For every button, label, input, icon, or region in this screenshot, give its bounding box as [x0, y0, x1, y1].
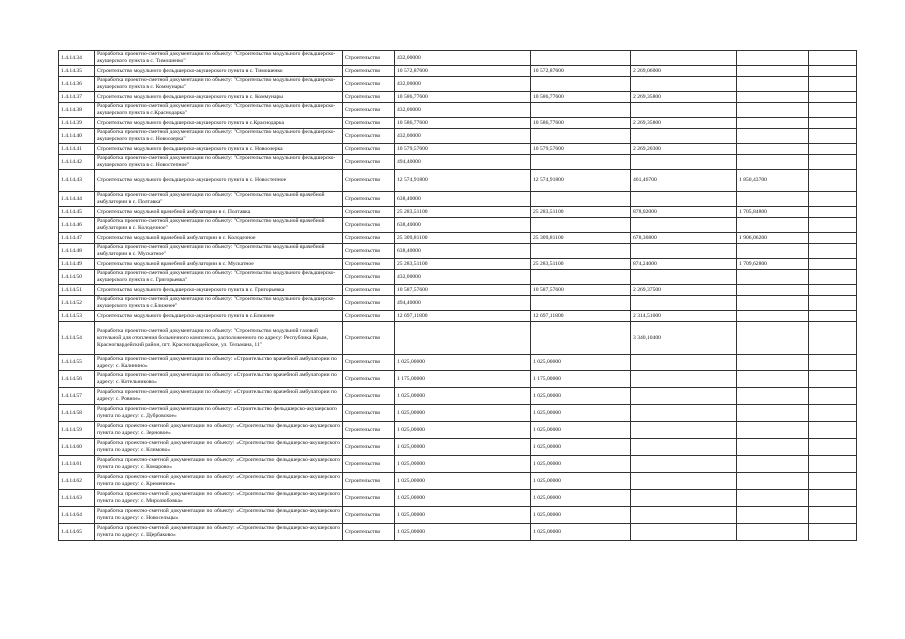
- row-code: 1.4.14.54: [59, 322, 95, 355]
- table-row: [59, 524, 857, 541]
- row-category: Строительство: [343, 66, 395, 77]
- row-amount-1: [395, 322, 531, 355]
- table-row: [59, 103, 857, 118]
- row-amount-2: [531, 270, 631, 285]
- row-empty-cell: [809, 507, 857, 524]
- row-amount-3: 678,36800: [631, 233, 737, 244]
- row-description: Разработка проектно-сметной документации по объекту: "Строительство модульного фельдшерско-акушерского пункта в с. Новоозерка": [95, 129, 343, 144]
- row-amount-2: [531, 218, 631, 233]
- row-amount-2: 10 587,57600: [531, 285, 631, 296]
- row-amount-1: 1 025,00000: [395, 388, 531, 405]
- table-row: [59, 129, 857, 144]
- row-category: Строительство: [343, 388, 395, 405]
- row-amount-1: 1 025,00000: [395, 422, 531, 439]
- row-category: Строительство: [343, 473, 395, 490]
- row-empty-cell: [809, 207, 857, 218]
- row-code: 1.4.14.51: [59, 285, 95, 296]
- row-code: 1.4.14.39: [59, 118, 95, 129]
- row-empty-cell: [809, 244, 857, 259]
- row-description: Строительство модульного фельдшерско-акушерского пункта в с. Коммунары: [95, 92, 343, 103]
- row-amount-3: [631, 270, 737, 285]
- row-description: Строительство модульного фельдшерско-акушерского пункта в с.Ближнее: [95, 311, 343, 322]
- row-amount-2: [531, 296, 631, 311]
- row-amount-2: 1 025,00000: [531, 507, 631, 524]
- row-description: Разработка проектно-сметной документации по объекту: "Строительство модульного фельдшерско-акушерского пункта в с. Коммунары": [95, 77, 343, 92]
- row-amount-4: [737, 371, 809, 388]
- row-category: Строительство: [343, 129, 395, 144]
- row-code: 1.4.14.55: [59, 355, 95, 371]
- row-description: Разработка проектно-сметной документации по объекту: «Строительство фельдшерско-акушерского пункта по адресу: с. Щербаково»: [95, 524, 343, 541]
- table-row: [59, 405, 857, 422]
- row-amount-1: 12 697,11800: [395, 311, 531, 322]
- table-row: [59, 296, 857, 311]
- row-code: 1.4.14.63: [59, 490, 95, 507]
- row-code: 1.4.14.53: [59, 311, 95, 322]
- row-amount-4: 1 705,84800: [737, 207, 809, 218]
- row-amount-2: 1 025,00000: [531, 473, 631, 490]
- row-amount-1: 638,40000: [395, 218, 531, 233]
- row-amount-3: 2 269,06000: [631, 66, 737, 77]
- row-amount-2: [531, 129, 631, 144]
- row-amount-4: [737, 144, 809, 155]
- row-amount-2: 1 025,00000: [531, 388, 631, 405]
- row-amount-4: [737, 192, 809, 207]
- row-amount-3: [631, 388, 737, 405]
- table-row: [59, 311, 857, 322]
- table-row: [59, 422, 857, 439]
- row-code: 1.4.14.56: [59, 371, 95, 388]
- row-amount-4: [737, 118, 809, 129]
- row-amount-4: 1 906,06200: [737, 233, 809, 244]
- row-amount-2: [531, 51, 631, 66]
- row-category: Строительство: [343, 422, 395, 439]
- row-amount-1: 10 587,57600: [395, 285, 531, 296]
- row-amount-4: [737, 103, 809, 118]
- row-amount-1: 432,00000: [395, 51, 531, 66]
- row-description: Разработка проектно-сметной документации по объекту: «Строительство фельдшерско-акушерского пункта по адресу: с. Новосельцы»: [95, 507, 343, 524]
- row-description: Разработка проектно-сметной документации по объекту: «Строительство фельдшерско-акушерского пункта по адресу: с. Зерновое»: [95, 422, 343, 439]
- row-description: Разработка проектно-сметной документации по объекту: "Строительство модульного фельдшерско-акушерского пункта в с. Новостепное": [95, 155, 343, 170]
- row-empty-cell: [809, 170, 857, 192]
- row-category: Строительство: [343, 192, 395, 207]
- row-category: Строительство: [343, 155, 395, 170]
- row-amount-2: 1 025,00000: [531, 524, 631, 541]
- row-empty-cell: [809, 129, 857, 144]
- table-row: [59, 270, 857, 285]
- row-amount-4: [737, 218, 809, 233]
- row-amount-1: 1 025,00000: [395, 355, 531, 371]
- row-code: 1.4.14.65: [59, 524, 95, 541]
- row-amount-4: [737, 405, 809, 422]
- row-amount-3: [631, 218, 737, 233]
- row-amount-2: 1 025,00000: [531, 422, 631, 439]
- row-amount-3: 2 269,37500: [631, 285, 737, 296]
- row-amount-1: 432,00000: [395, 103, 531, 118]
- row-category: Строительство: [343, 77, 395, 92]
- row-code: 1.4.14.52: [59, 296, 95, 311]
- row-amount-1: 638,40000: [395, 244, 531, 259]
- row-amount-3: [631, 405, 737, 422]
- row-category: Строительство: [343, 259, 395, 270]
- row-empty-cell: [809, 77, 857, 92]
- row-amount-3: 2 269,35800: [631, 92, 737, 103]
- row-category: Строительство: [343, 490, 395, 507]
- row-amount-1: 494,40000: [395, 155, 531, 170]
- row-amount-4: [737, 129, 809, 144]
- row-category: Строительство: [343, 311, 395, 322]
- table-row: [59, 233, 857, 244]
- row-description: Разработка проектно-сметной документации по объекту: «Строительство врачебной амбулатории по адресу: с. Калинино»: [95, 355, 343, 371]
- row-amount-2: [531, 155, 631, 170]
- row-amount-1: 25 283,51100: [395, 259, 531, 270]
- table-row: [59, 388, 857, 405]
- table-row: [59, 507, 857, 524]
- row-description: Строительство модульной врачебной амбулатории в с. Полтавка: [95, 207, 343, 218]
- row-amount-3: 874,24000: [631, 259, 737, 270]
- row-description: Строительство модульной врачебной амбулатории в с. Колодезное: [95, 233, 343, 244]
- row-amount-1: 10 586,77600: [395, 92, 531, 103]
- row-empty-cell: [809, 311, 857, 322]
- row-category: Строительство: [343, 270, 395, 285]
- row-amount-4: [737, 270, 809, 285]
- row-amount-1: 10 572,87600: [395, 66, 531, 77]
- row-category: Строительство: [343, 92, 395, 103]
- row-amount-3: 2 314,51000: [631, 311, 737, 322]
- row-empty-cell: [809, 270, 857, 285]
- row-category: Строительство: [343, 507, 395, 524]
- row-amount-1: 10 579,57600: [395, 144, 531, 155]
- row-amount-1: 1 175,00000: [395, 371, 531, 388]
- row-code: 1.4.14.61: [59, 456, 95, 473]
- row-amount-2: 12 697,11800: [531, 311, 631, 322]
- row-code: 1.4.14.37: [59, 92, 95, 103]
- row-empty-cell: [809, 524, 857, 541]
- row-description: Строительство модульного фельдшерско-акушерского пункта в с. Григорьевка: [95, 285, 343, 296]
- row-amount-4: [737, 77, 809, 92]
- row-amount-3: [631, 51, 737, 66]
- row-amount-1: 432,00000: [395, 270, 531, 285]
- row-category: Строительство: [343, 456, 395, 473]
- row-description: Разработка проектно-сметной документации по объекту: "Строительство модульной врачебной амбулатории в с. Мускатное": [95, 244, 343, 259]
- table-row: [59, 355, 857, 371]
- row-amount-3: [631, 77, 737, 92]
- row-description: Разработка проектно-сметной документации по объекту: "Строительство модульного фельдшерско-акушерского пункта в с.Краснодарка": [95, 103, 343, 118]
- row-code: 1.4.14.38: [59, 103, 95, 118]
- row-empty-cell: [809, 490, 857, 507]
- table-row: [59, 66, 857, 77]
- table-row: [59, 92, 857, 103]
- row-category: Строительство: [343, 51, 395, 66]
- row-description: Разработка проектно-сметной документации по объекту: «Строительство фельдшерско-акушерского пункта по адресу: с. Кременное»: [95, 473, 343, 490]
- row-empty-cell: [809, 371, 857, 388]
- row-amount-1: 1 025,00000: [395, 405, 531, 422]
- row-description: Строительство модульного фельдшерско-акушерского пункта в с. Новостепное: [95, 170, 343, 192]
- row-empty-cell: [809, 92, 857, 103]
- row-amount-3: [631, 103, 737, 118]
- table-row: [59, 118, 857, 129]
- row-amount-3: [631, 507, 737, 524]
- row-empty-cell: [809, 192, 857, 207]
- row-code: 1.4.14.36: [59, 77, 95, 92]
- row-amount-1: 1 025,00000: [395, 456, 531, 473]
- row-code: 1.4.14.50: [59, 270, 95, 285]
- row-amount-3: [631, 355, 737, 371]
- row-amount-4: [737, 66, 809, 77]
- row-amount-4: [737, 490, 809, 507]
- row-empty-cell: [809, 473, 857, 490]
- row-description: Разработка проектно-сметной документации по объекту: "Строительство модульного фельдшерско-акушерского пункта в с. Тимошенко": [95, 51, 343, 66]
- row-empty-cell: [809, 103, 857, 118]
- row-description: Разработка проектно-сметной документации по объекту: "Строительство модульного фельдшерско-акушерского пункта в с. Григорьевка": [95, 270, 343, 285]
- row-empty-cell: [809, 322, 857, 355]
- row-amount-3: 2 269,20300: [631, 144, 737, 155]
- row-amount-3: [631, 524, 737, 541]
- row-category: Строительство: [343, 170, 395, 192]
- row-empty-cell: [809, 296, 857, 311]
- row-amount-3: [631, 244, 737, 259]
- table-row: [59, 170, 857, 192]
- row-category: Строительство: [343, 244, 395, 259]
- row-empty-cell: [809, 422, 857, 439]
- row-amount-2: 1 025,00000: [531, 355, 631, 371]
- row-amount-2: 1 025,00000: [531, 405, 631, 422]
- row-description: Строительство модульного фельдшерско-акушерского пункта в с. Новоозерка: [95, 144, 343, 155]
- row-code: 1.4.14.58: [59, 405, 95, 422]
- table-row: [59, 207, 857, 218]
- row-code: 1.4.14.45: [59, 207, 95, 218]
- budget-table: [58, 50, 857, 541]
- row-amount-4: [737, 388, 809, 405]
- row-amount-2: 10 579,57600: [531, 144, 631, 155]
- table-row: [59, 218, 857, 233]
- row-amount-4: [737, 155, 809, 170]
- row-category: Строительство: [343, 207, 395, 218]
- row-description: Разработка проектно-сметной документации по объекту: «Строительство фельдшерско-акушерского пункта по адресу: с. Комарово»: [95, 456, 343, 473]
- row-amount-4: [737, 456, 809, 473]
- row-amount-2: [531, 244, 631, 259]
- row-amount-3: [631, 456, 737, 473]
- row-amount-4: [737, 296, 809, 311]
- row-code: 1.4.14.48: [59, 244, 95, 259]
- row-amount-3: 461,46700: [631, 170, 737, 192]
- row-description: Разработка проектно-сметной документации по объекту: "Строительство модульной врачебной амбулатории в с. Полтавка": [95, 192, 343, 207]
- row-amount-3: 3 340,10400: [631, 322, 737, 355]
- row-category: Строительство: [343, 371, 395, 388]
- table-row: [59, 285, 857, 296]
- row-amount-1: 10 586,77600: [395, 118, 531, 129]
- row-description: Разработка проектно-сметной документации по объекту: «Строительство фельдшерско-акушерского пункта по адресу: с. Дубровское»: [95, 405, 343, 422]
- row-code: 1.4.14.57: [59, 388, 95, 405]
- row-amount-3: [631, 296, 737, 311]
- row-empty-cell: [809, 155, 857, 170]
- row-empty-cell: [809, 285, 857, 296]
- row-code: 1.4.14.40: [59, 129, 95, 144]
- row-amount-3: [631, 371, 737, 388]
- row-description: Разработка проектно-сметной документации по объекту: "Строительство модульного фельдшерско-акушерского пункта в с.Ближнее": [95, 296, 343, 311]
- table-row: [59, 371, 857, 388]
- row-empty-cell: [809, 259, 857, 270]
- row-code: 1.4.14.42: [59, 155, 95, 170]
- table-row: [59, 51, 857, 66]
- row-code: 1.4.14.59: [59, 422, 95, 439]
- row-amount-3: [631, 155, 737, 170]
- row-code: 1.4.14.46: [59, 218, 95, 233]
- row-category: Строительство: [343, 285, 395, 296]
- row-description: Строительство модульного фельдшерско-акушерского пункта в с. Тимошенко: [95, 66, 343, 77]
- row-description: Разработка проектно-сметной документации по объекту: «Строительство фельдшерско-акушерского пункта по адресу: с. Климово»: [95, 439, 343, 456]
- row-amount-2: 25 283,51100: [531, 259, 631, 270]
- row-amount-4: [737, 244, 809, 259]
- row-amount-1: 1 025,00000: [395, 524, 531, 541]
- row-amount-2: 1 025,00000: [531, 456, 631, 473]
- row-amount-1: 1 025,00000: [395, 490, 531, 507]
- row-amount-2: 1 025,00000: [531, 439, 631, 456]
- row-amount-4: [737, 51, 809, 66]
- table-row: [59, 322, 857, 355]
- row-amount-3: [631, 422, 737, 439]
- row-empty-cell: [809, 118, 857, 129]
- row-amount-1: 1 025,00000: [395, 507, 531, 524]
- table-row: [59, 77, 857, 92]
- row-amount-1: 638,40000: [395, 192, 531, 207]
- row-empty-cell: [809, 456, 857, 473]
- row-amount-1: 25 309,81100: [395, 233, 531, 244]
- row-description: Разработка проектно-сметной документации по объекту: "Строительство модульной газовой котельной для отопления больничного комплекса, расположенного по адресу: Республика Крым, Красногвардейский район, пгт. Красногвардейское, ул. Тельмана, 11": [95, 322, 343, 355]
- row-category: Строительство: [343, 322, 395, 355]
- table-row: [59, 490, 857, 507]
- row-amount-4: [737, 507, 809, 524]
- row-amount-2: 10 586,77600: [531, 118, 631, 129]
- table-row: [59, 473, 857, 490]
- table-row: [59, 155, 857, 170]
- row-empty-cell: [809, 233, 857, 244]
- row-amount-2: [531, 192, 631, 207]
- row-code: 1.4.14.62: [59, 473, 95, 490]
- row-description: Разработка проектно-сметной документации по объекту: «Строительство врачебной амбулатории по адресу: с. Котельниково»: [95, 371, 343, 388]
- row-code: 1.4.14.60: [59, 439, 95, 456]
- row-amount-3: [631, 192, 737, 207]
- row-amount-2: 12 574,91800: [531, 170, 631, 192]
- row-code: 1.4.14.43: [59, 170, 95, 192]
- row-category: Строительство: [343, 355, 395, 371]
- row-amount-2: 10 572,87600: [531, 66, 631, 77]
- row-category: Строительство: [343, 439, 395, 456]
- row-amount-1: 1 025,00000: [395, 439, 531, 456]
- row-empty-cell: [809, 405, 857, 422]
- row-description: Строительство модульной врачебной амбулатории в с. Мускатное: [95, 259, 343, 270]
- row-amount-3: 878,02000: [631, 207, 737, 218]
- row-amount-4: 1 850,43700: [737, 170, 809, 192]
- row-description: Строительство модульного фельдшерско-акушерского пункта в с.Краснодарка: [95, 118, 343, 129]
- row-amount-2: 10 586,77600: [531, 92, 631, 103]
- row-empty-cell: [809, 355, 857, 371]
- table-body: [59, 51, 857, 541]
- row-amount-4: [737, 524, 809, 541]
- table-row: [59, 192, 857, 207]
- row-amount-4: [737, 439, 809, 456]
- row-amount-1: 494,40000: [395, 296, 531, 311]
- row-amount-1: 25 283,51100: [395, 207, 531, 218]
- row-amount-2: [531, 103, 631, 118]
- row-description: Разработка проектно-сметной документации по объекту: «Строительство врачебной амбулатории по адресу: с. Ровное»: [95, 388, 343, 405]
- row-amount-3: [631, 473, 737, 490]
- row-amount-4: [737, 285, 809, 296]
- row-empty-cell: [809, 439, 857, 456]
- row-empty-cell: [809, 388, 857, 405]
- row-amount-2: [531, 322, 631, 355]
- row-amount-2: 1 025,00000: [531, 490, 631, 507]
- table-row: [59, 456, 857, 473]
- row-description: Разработка проектно-сметной документации по объекту: «Строительство фельдшерско-акушерского пункта по адресу: с. Миролюбовка»: [95, 490, 343, 507]
- row-amount-3: [631, 129, 737, 144]
- row-code: 1.4.14.34: [59, 51, 95, 66]
- row-code: 1.4.14.47: [59, 233, 95, 244]
- row-amount-3: [631, 439, 737, 456]
- row-code: 1.4.14.35: [59, 66, 95, 77]
- row-amount-1: 432,00000: [395, 129, 531, 144]
- row-code: 1.4.14.49: [59, 259, 95, 270]
- row-amount-4: 1 709,62800: [737, 259, 809, 270]
- row-amount-1: 432,00000: [395, 77, 531, 92]
- row-amount-1: 12 574,91800: [395, 170, 531, 192]
- row-description: Разработка проектно-сметной документации по объекту: "Строительство модульной врачебной амбулатории в с. Колодезное": [95, 218, 343, 233]
- table-row: [59, 439, 857, 456]
- row-amount-1: 1 025,00000: [395, 473, 531, 490]
- row-empty-cell: [809, 51, 857, 66]
- row-amount-4: [737, 355, 809, 371]
- row-category: Строительство: [343, 218, 395, 233]
- row-amount-4: [737, 473, 809, 490]
- row-category: Строительство: [343, 524, 395, 541]
- row-category: Строительство: [343, 103, 395, 118]
- table-row: [59, 259, 857, 270]
- row-amount-2: 25 309,81100: [531, 233, 631, 244]
- row-amount-2: 25 283,51100: [531, 207, 631, 218]
- row-amount-3: [631, 490, 737, 507]
- row-empty-cell: [809, 66, 857, 77]
- row-category: Строительство: [343, 118, 395, 129]
- row-code: 1.4.14.64: [59, 507, 95, 524]
- table-row: [59, 144, 857, 155]
- row-amount-4: [737, 322, 809, 355]
- row-amount-4: [737, 92, 809, 103]
- row-amount-4: [737, 422, 809, 439]
- row-code: 1.4.14.41: [59, 144, 95, 155]
- row-amount-4: [737, 311, 809, 322]
- row-empty-cell: [809, 144, 857, 155]
- row-empty-cell: [809, 218, 857, 233]
- row-category: Строительство: [343, 233, 395, 244]
- row-category: Строительство: [343, 296, 395, 311]
- row-amount-3: 2 269,35800: [631, 118, 737, 129]
- row-category: Строительство: [343, 405, 395, 422]
- row-category: Строительство: [343, 144, 395, 155]
- row-amount-2: [531, 77, 631, 92]
- row-amount-2: 1 175,00000: [531, 371, 631, 388]
- row-code: 1.4.14.44: [59, 192, 95, 207]
- table-row: [59, 244, 857, 259]
